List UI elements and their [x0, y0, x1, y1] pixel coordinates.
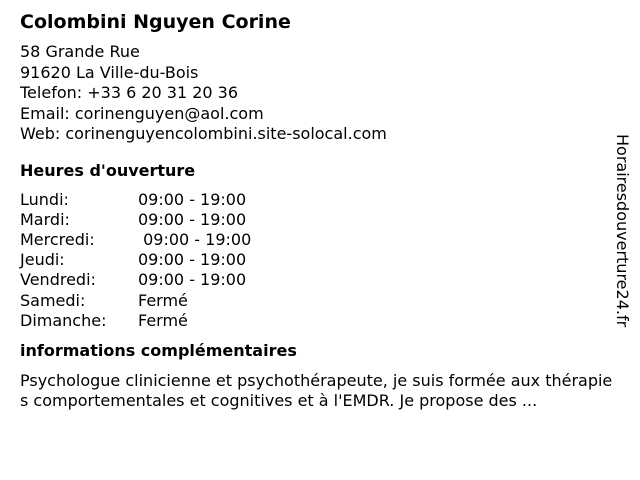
hours-row-tuesday: [20, 210, 620, 230]
day-hours: 09:00 - 19:00: [138, 209, 247, 229]
day-label: Lundi:: [20, 189, 69, 209]
hours-row-monday: [20, 190, 620, 210]
business-card: [20, 10, 620, 412]
hours-row-wednesday: [20, 230, 620, 250]
day-label: Vendredi:: [20, 270, 96, 290]
phone-line: Telefon: +33 6 20 31 20 36: [20, 83, 239, 102]
day-label: Mercredi:: [20, 229, 95, 249]
email-line: Email: corinenguyen@aol.com: [20, 103, 264, 123]
address-city: 91620 La Ville-du-Bois: [20, 62, 199, 82]
business-description: Psychologue clinicienne et psychothérapeute, je suis formée aux thérapies comportementales et cognitives et à l'EMDR. Je propose des ...: [20, 370, 613, 411]
address-street: 58 Grande Rue: [20, 42, 140, 61]
day-label: Mardi:: [20, 209, 70, 229]
business-name: Colombini Nguyen Corine: [20, 11, 291, 33]
day-label: Samedi:: [20, 290, 86, 310]
hours-row-sunday: [20, 311, 620, 331]
hours-table: [20, 190, 620, 331]
day-hours: 09:00 - 19:00: [138, 270, 247, 290]
day-hours: 09:00 - 19:00: [138, 250, 247, 270]
contact-block: [20, 42, 620, 145]
site-watermark: Horairesdouverture24.fr: [613, 134, 632, 328]
website-line: Web: corinenguyencolombini.site-solocal.com: [20, 124, 387, 143]
day-hours: 09:00 - 19:00: [138, 229, 252, 249]
day-label: Jeudi:: [20, 250, 65, 270]
day-hours: Fermé: [138, 290, 188, 310]
hours-row-saturday: [20, 291, 620, 311]
hours-row-friday: [20, 270, 620, 290]
day-hours: 09:00 - 19:00: [138, 189, 247, 209]
day-hours: Fermé: [138, 310, 188, 330]
day-label: Dimanche:: [20, 310, 107, 330]
hours-heading: Heures d'ouverture: [20, 160, 196, 180]
info-heading: informations complémentaires: [20, 340, 297, 360]
hours-row-thursday: [20, 250, 620, 270]
